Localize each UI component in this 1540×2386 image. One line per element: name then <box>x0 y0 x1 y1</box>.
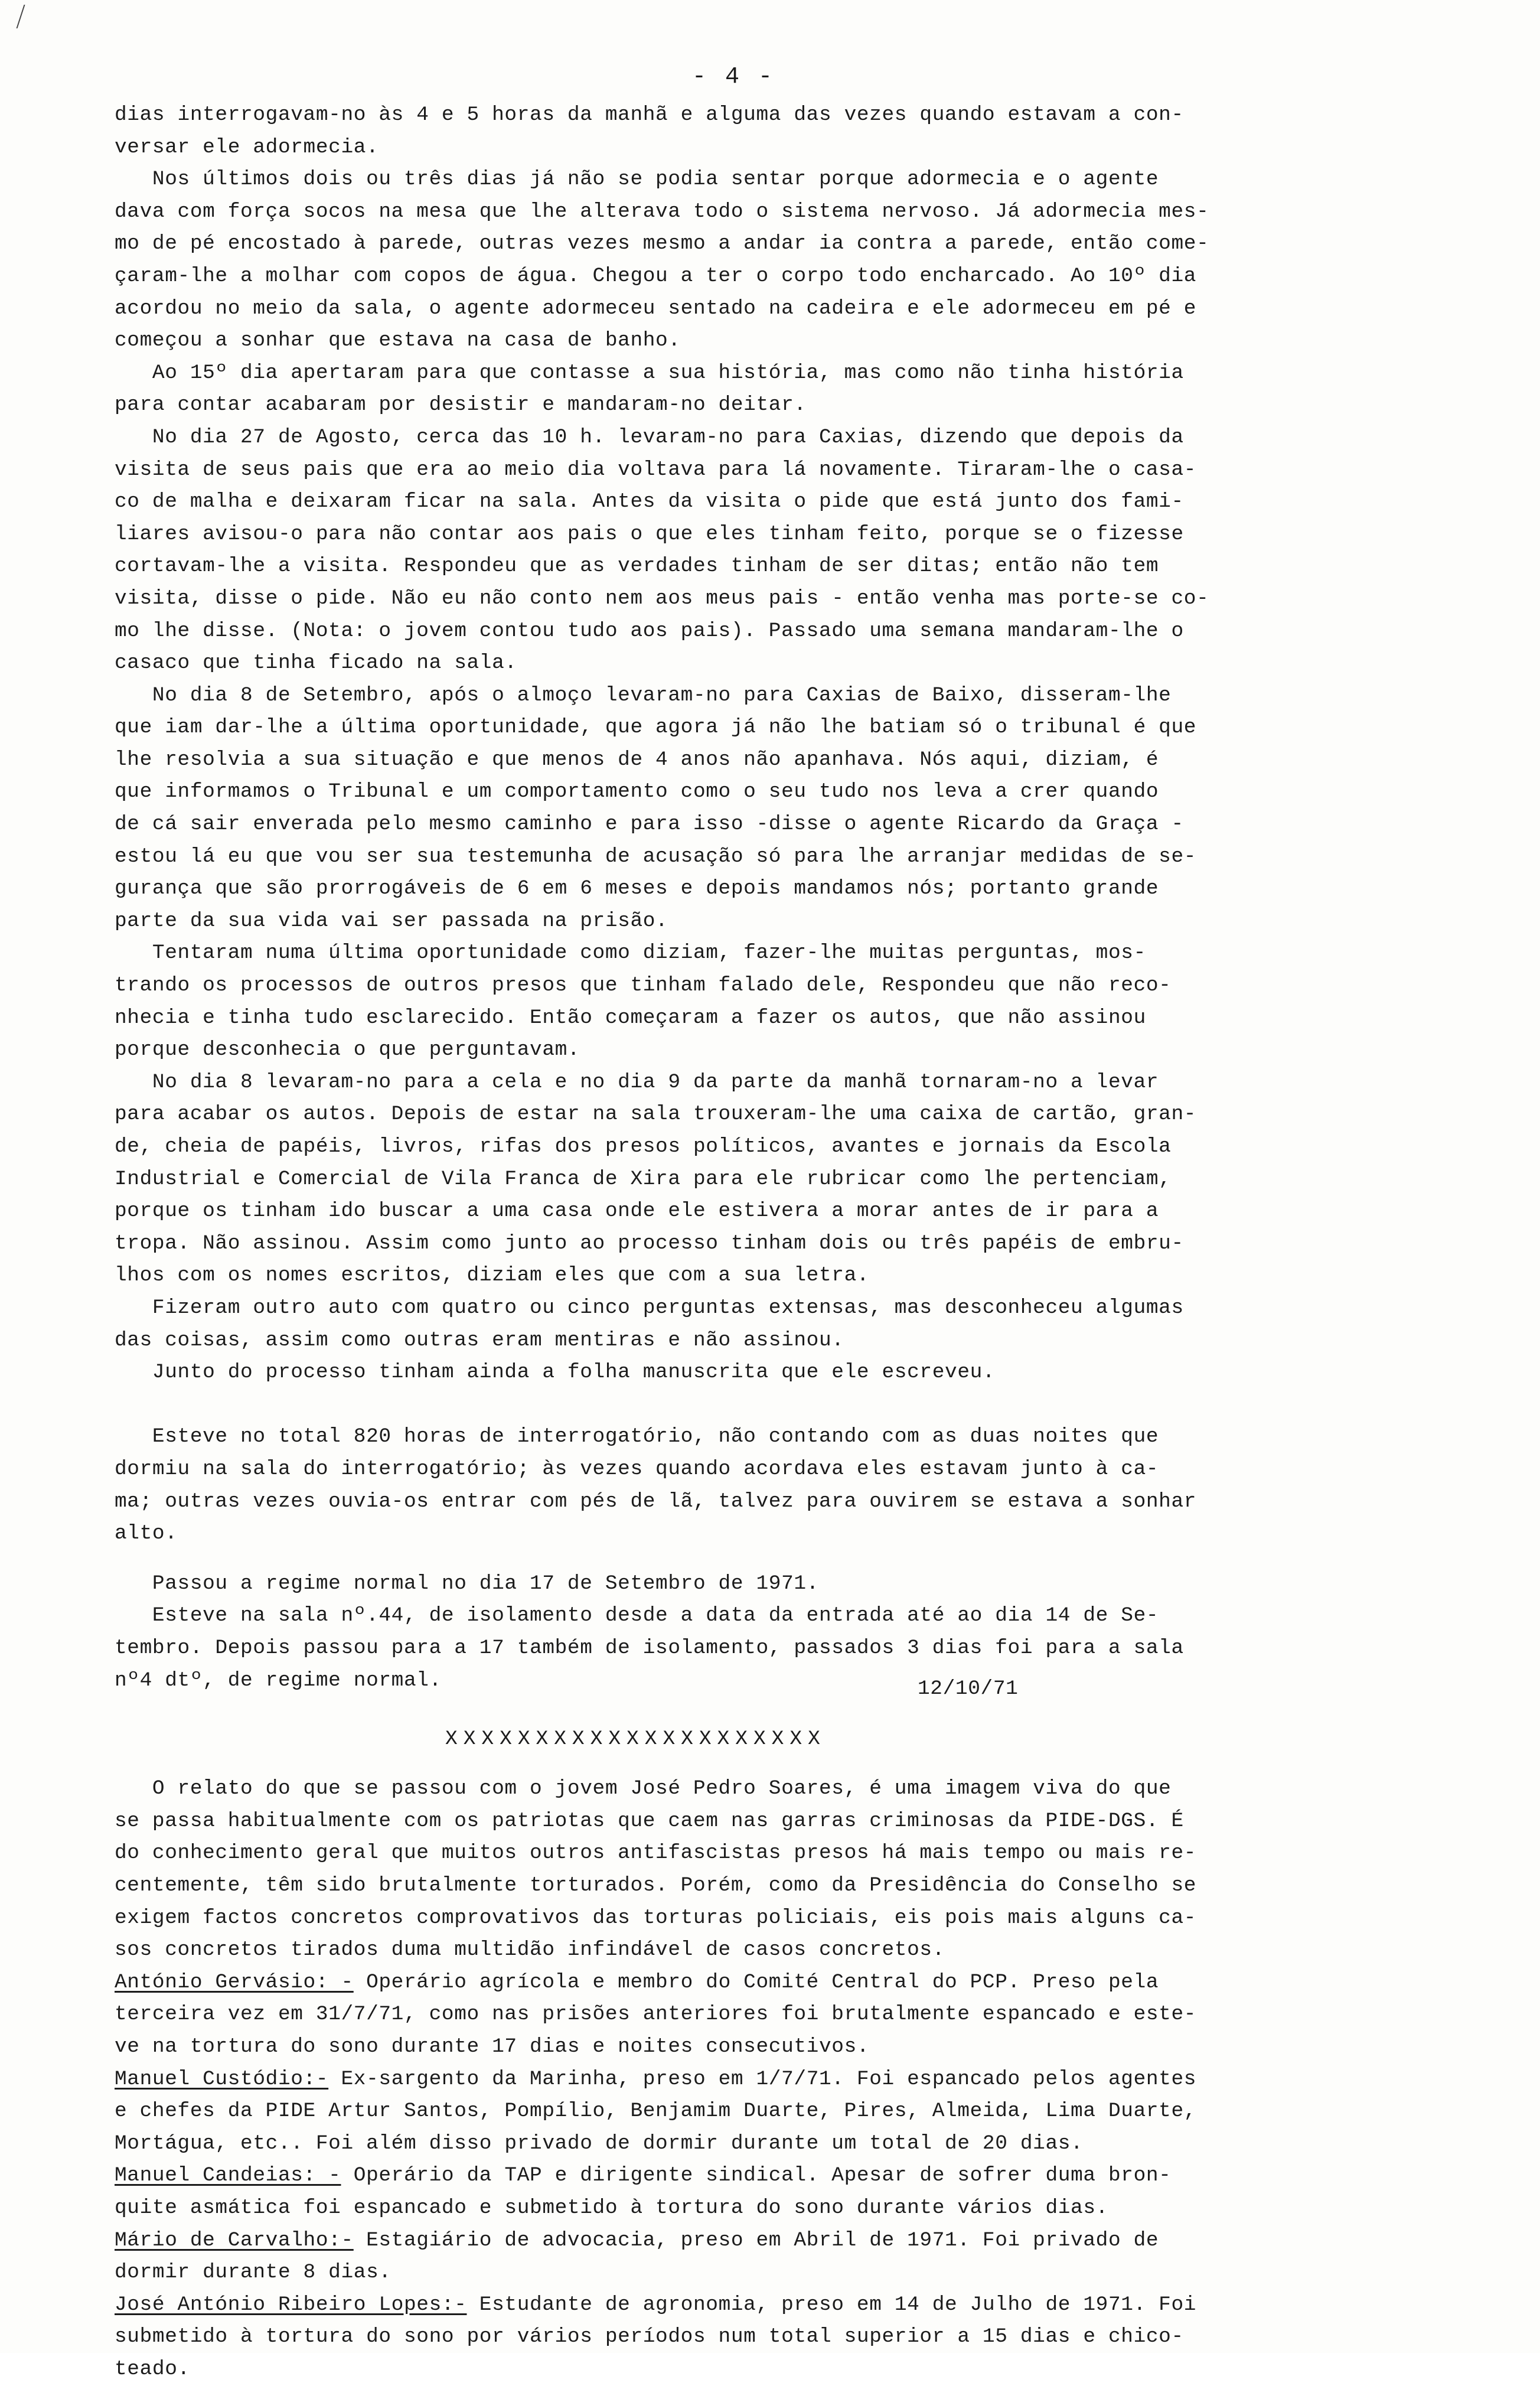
case-mario-de-carvalho <box>115 2225 1384 2289</box>
text-line <box>115 2064 1384 2096</box>
text-line: liares avisou-o para não contar aos pais o que eles tinham feito, porque se o fizesse <box>115 522 1184 546</box>
spacer <box>115 1706 1384 1723</box>
text-line: dias interrogavam-no às 4 e 5 horas da manhã e alguma das vezes quando estavam a con- <box>115 103 1184 126</box>
text-line: Industrial e Comercial de Vila Franca de Xira para ele rubricar como lhe pertenciam, <box>115 1167 1172 1191</box>
paragraph-12 <box>115 1773 1384 1967</box>
text-line: que informamos o Tribunal e um comportamento como o seu tudo nos leva a crer quando <box>115 780 1159 804</box>
text-line: Esteve no total 820 horas de interrogatório, não contando com as duas noites que <box>115 1425 1159 1449</box>
text-line: acordou no meio da sala, o agente adormeceu sentado na cadeira e ele adormeceu em pé e <box>115 296 1197 320</box>
text-line: tropa. Não assinou. Assim como junto ao processo tinham dois ou três papéis de embru- <box>115 1231 1184 1255</box>
text-line: co de malha e deixaram ficar na sala. Antes da visita o pide que está junto dos fami- <box>115 490 1184 514</box>
text-line <box>115 2225 1384 2257</box>
text-line: e chefes da PIDE Artur Santos, Pompílio, Benjamim Duarte, Pires, Almeida, Lima Duarte, <box>115 2100 1197 2123</box>
margin-mark <box>17 5 34 28</box>
text-line: trando os processos de outros presos que tinham falado dele, Respondeu que não reco- <box>115 974 1172 998</box>
text-line: se passa habitualmente com os patriotas que caem nas garras criminosas da PIDE-DGS. É <box>115 1809 1184 1833</box>
spacer <box>115 1550 1384 1568</box>
text-line: nº4 dtº, de regime normal. <box>115 1668 442 1692</box>
case-name: Manuel Candeias: - <box>115 2164 341 2188</box>
text-line: dava com força socos na mesa que lhe alterava todo o sistema nervoso. Já adormecia mes- <box>115 200 1209 223</box>
text-line: Tentaram numa última oportunidade como diziam, fazer-lhe muitas perguntas, mos- <box>115 941 1146 965</box>
text-line: mo lhe disse. (Nota: o jovem contou tudo aos pais). Passado uma semana mandaram-lhe o <box>115 619 1184 643</box>
text-line: cortavam-lhe a visita. Respondeu que as verdades tinham de ser ditas; então não tem <box>115 555 1159 578</box>
text-line: estou lá eu que vou ser sua testemunha de acusação só para lhe arranjar medidas de se- <box>115 845 1197 868</box>
text-line: sos concretos tirados duma multidão infindável de casos concretos. <box>115 1938 945 1962</box>
text-line: Passou a regime normal no dia 17 de Setembro de 1971. <box>115 1572 819 1595</box>
text-line: lhos com os nomes escritos, diziam eles que com a sua letra. <box>115 1264 870 1287</box>
text-line: quite asmática foi espancado e submetido à tortura do sono durante vários dias. <box>115 2196 1108 2219</box>
text-line: nhecia e tinha tudo esclarecido. Então começaram a fazer os autos, que não assinou <box>115 1006 1146 1029</box>
text-line: lhe resolvia a sua situação e que menos de 4 anos não apanhava. Nós aqui, diziam, é <box>115 748 1159 771</box>
text-line: versar ele adormecia. <box>115 135 379 159</box>
paragraph-5 <box>115 680 1384 938</box>
document-date: 12/10/71 <box>918 1677 1019 1701</box>
text-line: porque desconhecia o que perguntavam. <box>115 1038 580 1062</box>
text-line: Esteve na sala nº.44, de isolamento desde a data da entrada até ao dia 14 de Se- <box>115 1604 1159 1628</box>
text-line: Ao 15º dia apertaram para que contasse a sua história, mas como não tinha história <box>115 361 1184 384</box>
text-line: visita, disse o pide. Não eu não conto nem aos meus pais - então venha mas porte-se co- <box>115 586 1209 610</box>
text-line: submetido à tortura do sono por vários períodos num total superior a 15 dias e chico- <box>115 2325 1184 2349</box>
text-line: No dia 27 de Agosto, cerca das 10 h. levaram-no para Caxias, dizendo que depois da <box>115 425 1184 449</box>
paragraph-10 <box>115 1421 1384 1550</box>
paragraph-8 <box>115 1292 1384 1357</box>
spacer <box>115 1755 1384 1773</box>
case-jose-antonio-ribeiro-lopes <box>115 2289 1384 2386</box>
paragraph-2 <box>115 164 1384 357</box>
text-line: de cá sair enverada pelo mesmo caminho e para isso -disse o agente Ricardo da Graça - <box>115 813 1184 836</box>
document-body <box>115 99 1384 2386</box>
text-line: das coisas, assim como outras eram mentiras e não assinou. <box>115 1328 844 1352</box>
text-line: No dia 8 de Setembro, após o almoço levaram-no para Caxias de Baixo, disseram-lhe <box>115 683 1172 707</box>
case-name: José António Ribeiro Lopes:- <box>115 2293 467 2316</box>
case-text: Operário da TAP e dirigente sindical. Apesar de sofrer duma bron- <box>341 2164 1172 2188</box>
text-line: teado. <box>115 2357 190 2381</box>
text-line: ve na tortura do sono durante 17 dias e noites consecutivos. <box>115 2035 870 2059</box>
text-line: casaco que tinha ficado na sala. <box>115 651 517 675</box>
case-antonio-gervasio <box>115 1967 1384 2064</box>
spacer <box>115 1389 1384 1422</box>
text-line: que iam dar-lhe a última oportunidade, que agora já não lhe batiam só o tribunal é que <box>115 716 1197 739</box>
text-line: para contar acabaram por desistir e mandaram-no deitar. <box>115 393 807 417</box>
text-line: Junto do processo tinham ainda a folha manuscrita que ele escreveu. <box>115 1361 996 1384</box>
text-line: exigem factos concretos comprovativos das torturas policiais, eis pois mais alguns ca- <box>115 1906 1197 1929</box>
case-text: Estudante de agronomia, preso em 14 de Julho de 1971. Foi <box>466 2293 1197 2316</box>
case-text: Ex-sargento da Marinha, preso em 1/7/71. Foi espancado pelos agentes <box>328 2067 1197 2091</box>
case-name: António Gervásio: - <box>115 1970 354 1994</box>
case-manuel-custodio <box>115 2064 1384 2160</box>
paragraph-4 <box>115 422 1384 680</box>
text-line: Mortágua, etc.. Foi além disso privado de dormir durante um total de 20 dias. <box>115 2131 1084 2155</box>
paragraph-9 <box>115 1357 1384 1389</box>
paragraph-7 <box>115 1067 1384 1292</box>
text-line: do conhecimento geral que muitos outros antifascistas presos há mais tempo ou mais re- <box>115 1841 1197 1865</box>
case-manuel-candeias <box>115 2160 1384 2224</box>
text-line <box>115 1967 1384 1999</box>
text-line: visita de seus pais que era ao meio dia voltava para lá novamente. Tiraram-lhe o casa- <box>115 458 1197 481</box>
text-line: gurança que são prorrogáveis de 6 em 6 meses e depois mandamos nós; portanto grande <box>115 877 1159 901</box>
text-line: começou a sonhar que estava na casa de banho. <box>115 329 681 353</box>
text-line: mo de pé encostado à parede, outras vezes mesmo a andar ia contra a parede, então come- <box>115 232 1209 256</box>
text-line: ma; outras vezes ouvia-os entrar com pés de lã, talvez para ouvirem se estava a sonhar <box>115 1489 1197 1513</box>
text-line: de, cheia de papéis, livros, rifas dos presos políticos, avantes e jornais da Escola <box>115 1135 1172 1158</box>
paragraph-6 <box>115 937 1384 1066</box>
text-line: dormiu na sala do interrogatório; às vezes quando acordava eles estavam junto à ca- <box>115 1457 1159 1481</box>
text-line: alto. <box>115 1522 178 1546</box>
text-line: tembro. Depois passou para a 17 também de isolamento, passados 3 dias foi para a sala <box>115 1636 1184 1660</box>
text-line: porque os tinham ido buscar a uma casa onde ele estivera a morar antes de ir para a <box>115 1199 1159 1223</box>
paragraph-1 <box>115 99 1384 164</box>
case-text: Estagiário de advocacia, preso em Abril de 1971. Foi privado de <box>353 2228 1159 2252</box>
section-divider: XXXXXXXXXXXXXXXXXXXXX <box>445 1727 826 1751</box>
text-line: çaram-lhe a molhar com copos de água. Chegou a ter o corpo todo encharcado. Ao 10º dia <box>115 264 1197 288</box>
text-line <box>115 2160 1384 2192</box>
text-line: terceira vez em 31/7/71, como nas prisões anteriores foi brutalmente espancado e este- <box>115 2003 1197 2026</box>
case-text: Operário agrícola e membro do Comité Central do PCP. Preso pela <box>353 1970 1159 1994</box>
case-name: Manuel Custódio:- <box>115 2067 329 2091</box>
page-number: - 4 - <box>692 64 775 90</box>
text-line: para acabar os autos. Depois de estar na sala trouxeram-lhe uma caixa de cartão, gran- <box>115 1103 1197 1126</box>
text-line: centemente, têm sido brutalmente torturados. Porém, como da Presidência do Conselho se <box>115 1874 1197 1898</box>
paragraph-3 <box>115 357 1384 422</box>
text-line: No dia 8 levaram-no para a cela e no dia 9 da parte da manhã tornaram-no a levar <box>115 1070 1159 1094</box>
text-line: Nos últimos dois ou três dias já não se podia sentar porque adormecia e o agente <box>115 168 1159 191</box>
case-name: Mário de Carvalho:- <box>115 2228 354 2252</box>
text-line: dormir durante 8 dias. <box>115 2261 391 2284</box>
text-line: O relato do que se passou com o jovem José Pedro Soares, é uma imagem viva do que <box>115 1777 1172 1801</box>
text-line: parte da sua vida vai ser passada na prisão. <box>115 909 668 933</box>
text-line: Fizeram outro auto com quatro ou cinco perguntas extensas, mas desconheceu algumas <box>115 1296 1184 1319</box>
text-line <box>115 2289 1384 2322</box>
